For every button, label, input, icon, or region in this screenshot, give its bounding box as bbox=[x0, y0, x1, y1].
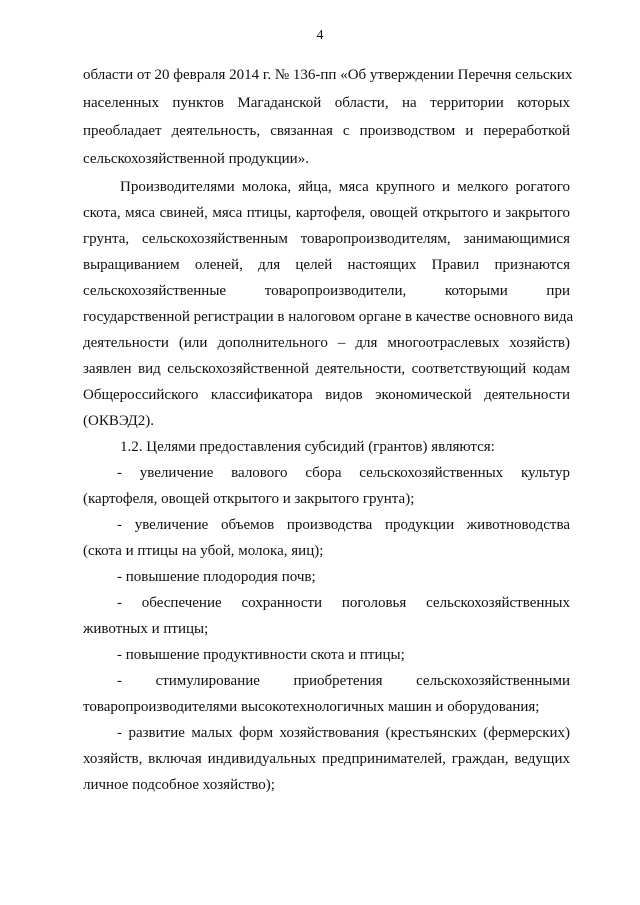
text-line: - повышение плодородия почв; bbox=[117, 569, 316, 585]
text-line: области от 20 февраля 2014 г. № 136-пп «Об утверждении Перечня сельских bbox=[83, 67, 573, 83]
text-line: сельскохозяйственной продукции». bbox=[83, 151, 309, 167]
text-line: (скота и птицы на убой, молока, яиц); bbox=[83, 543, 324, 559]
text-line: - стимулирование приобретения сельскохозяйственными bbox=[117, 673, 570, 689]
text-line: - повышение продуктивности скота и птицы; bbox=[117, 647, 405, 663]
text-line: товаропроизводителями высокотехнологичных машин и оборудования; bbox=[83, 699, 540, 715]
text-line: выращиванием оленей, для целей настоящих Правил признаются bbox=[83, 257, 570, 273]
text-line: (ОКВЭД2). bbox=[83, 413, 154, 429]
text-line: - развитие малых форм хозяйствования (крестьянских (фермерских) bbox=[117, 725, 570, 741]
text-line: личное подсобное хозяйство); bbox=[83, 777, 275, 793]
text-line: государственной регистрации в налоговом органе в качестве основного вида bbox=[83, 309, 574, 325]
text-line: Общероссийского классификатора видов экономической деятельности bbox=[83, 387, 570, 403]
text-line: грунта, сельскохозяйственным товаропроизводителям, занимающимися bbox=[83, 231, 570, 247]
text-line: хозяйств, включая индивидуальных предпринимателей, граждан, ведущих bbox=[83, 751, 570, 767]
text-line: деятельности (или дополнительного – для многоотраслевых хозяйств) bbox=[83, 335, 570, 351]
text-line: сельскохозяйственные товаропроизводители, которыми при bbox=[83, 283, 570, 299]
text-line: - обеспечение сохранности поголовья сельскохозяйственных bbox=[117, 595, 570, 611]
text-line: населенных пунктов Магаданской области, на территории которых bbox=[83, 95, 570, 111]
text-line: - увеличение объемов производства продукции животноводства bbox=[117, 517, 570, 533]
text-line: 1.2. Целями предоставления субсидий (грантов) являются: bbox=[120, 439, 495, 455]
page-number: 4 bbox=[316, 28, 324, 43]
text-line: Производителями молока, яйца, мяса крупного и мелкого рогатого bbox=[120, 179, 570, 195]
text-line: преобладает деятельность, связанная с производством и переработкой bbox=[83, 123, 570, 139]
text-line: - увеличение валового сбора сельскохозяйственных культур bbox=[117, 465, 570, 481]
text-line: (картофеля, овощей открытого и закрытого грунта); bbox=[83, 491, 415, 507]
text-line: скота, мяса свиней, мяса птицы, картофеля, овощей открытого и закрытого bbox=[83, 205, 570, 221]
text-line: животных и птицы; bbox=[83, 621, 209, 637]
text-line: заявлен вид сельскохозяйственной деятельности, соответствующий кодам bbox=[83, 361, 570, 377]
